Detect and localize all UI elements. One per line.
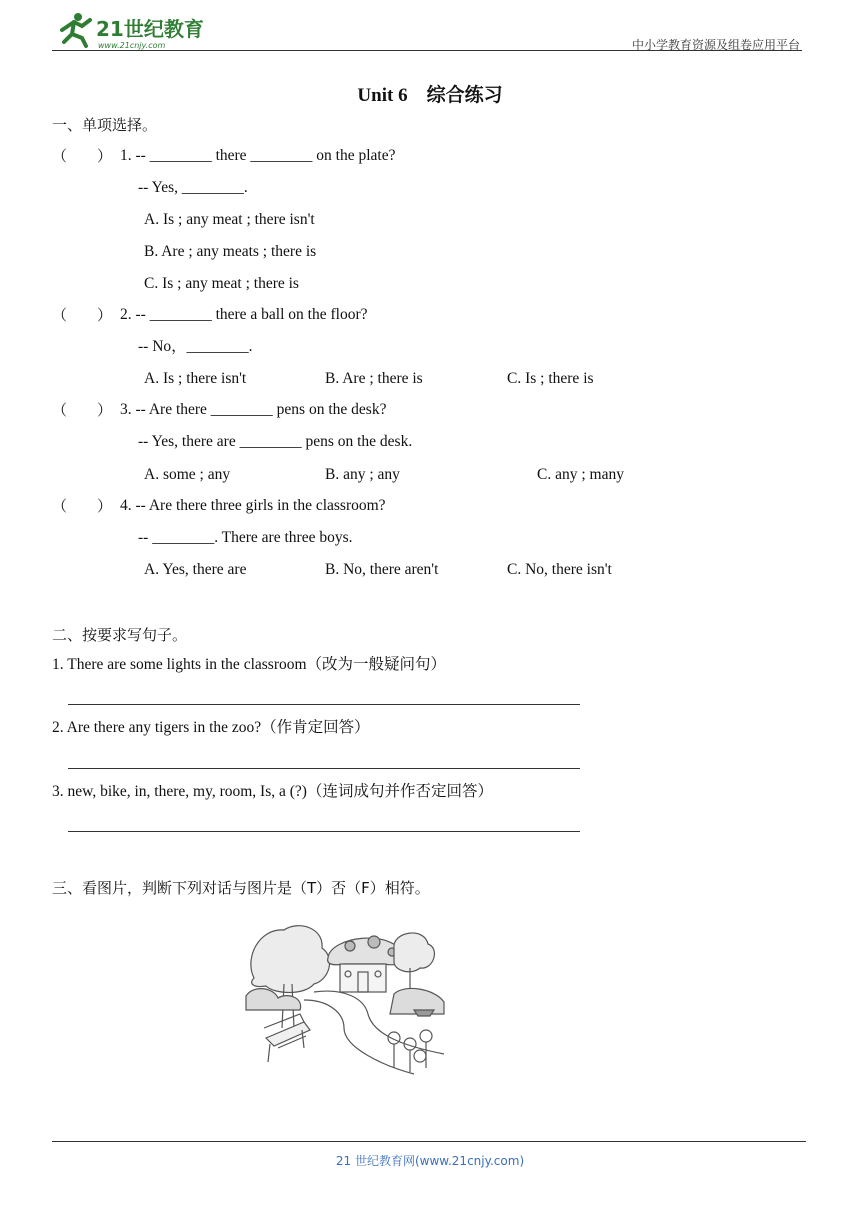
q4-answer-paren: （ ） [52, 497, 113, 515]
q2-option-a: A. Is ; there isn't [144, 370, 247, 387]
rewrite-item-2: 2. Are there any tigers in the zoo?（作肯定回答） [52, 719, 370, 736]
section1-heading: 一、单项选择。 [52, 116, 158, 134]
q3-option-b: B. any ; any [325, 466, 400, 483]
page-title: Unit 6 综合练习 [357, 85, 503, 106]
q3-reply: -- Yes, there are ________ pens on the desk. [138, 433, 413, 450]
answer-line-2 [68, 768, 580, 769]
site-logo [52, 8, 222, 50]
q1-stem: 1. -- ________ there ________ on the plate? [120, 147, 396, 164]
rewrite-item-1: 1. There are some lights in the classroom（改为一般疑问句） [52, 656, 447, 673]
q2-answer-paren: （ ） [52, 306, 113, 324]
q4-reply: -- ________. There are three boys. [138, 529, 353, 546]
q4-option-a: A. Yes, there are [144, 561, 247, 578]
footer-divider [52, 1141, 806, 1142]
section3-heading: 三、看图片，判断下列对话与图片是（T）否（F）相符。 [52, 879, 430, 897]
q1-reply: -- Yes, ________. [138, 179, 248, 196]
header-divider [52, 50, 802, 51]
q3-option-a: A. some ; any [144, 466, 231, 483]
q3-answer-paren: （ ） [52, 401, 113, 419]
q2-option-b: B. Are ; there is [325, 370, 423, 387]
runner-logo-icon [52, 8, 222, 50]
q4-option-c: C. No, there isn't [507, 561, 612, 578]
section2-heading: 二、按要求写句子。 [52, 626, 188, 644]
footer-text: 21 世纪教育网(www.21cnjy.com) [335, 1154, 525, 1168]
q1-answer-paren: （ ） [52, 147, 113, 165]
logo-url: www.21cnjy.com [98, 41, 166, 50]
q4-stem: 4. -- Are there three girls in the classroom? [120, 497, 386, 514]
q3-stem: 3. -- Are there ________ pens on the desk? [120, 401, 387, 418]
q1-option-b: B. Are ; any meats ; there is [144, 243, 317, 260]
rewrite-item-3: 3. new, bike, in, there, my, room, Is, a (?)（连词成句并作否定回答） [52, 783, 493, 800]
q2-reply: -- No，________. [138, 338, 253, 355]
q1-option-a: A. Is ; any meat ; there isn't [144, 211, 315, 228]
logo-text: 21世纪教育 [96, 17, 204, 41]
park-illustration [244, 918, 450, 1078]
q3-option-c: C. any ; many [537, 466, 624, 483]
q1-option-c: C. Is ; any meat ; there is [144, 275, 299, 292]
q4-option-b: B. No, there aren't [325, 561, 439, 578]
answer-line-1 [68, 704, 580, 705]
answer-line-3 [68, 831, 580, 832]
q2-option-c: C. Is ; there is [507, 370, 594, 387]
q2-stem: 2. -- ________ there a ball on the floor? [120, 306, 368, 323]
platform-label: 中小学教育资源及组卷应用平台 [631, 38, 800, 52]
